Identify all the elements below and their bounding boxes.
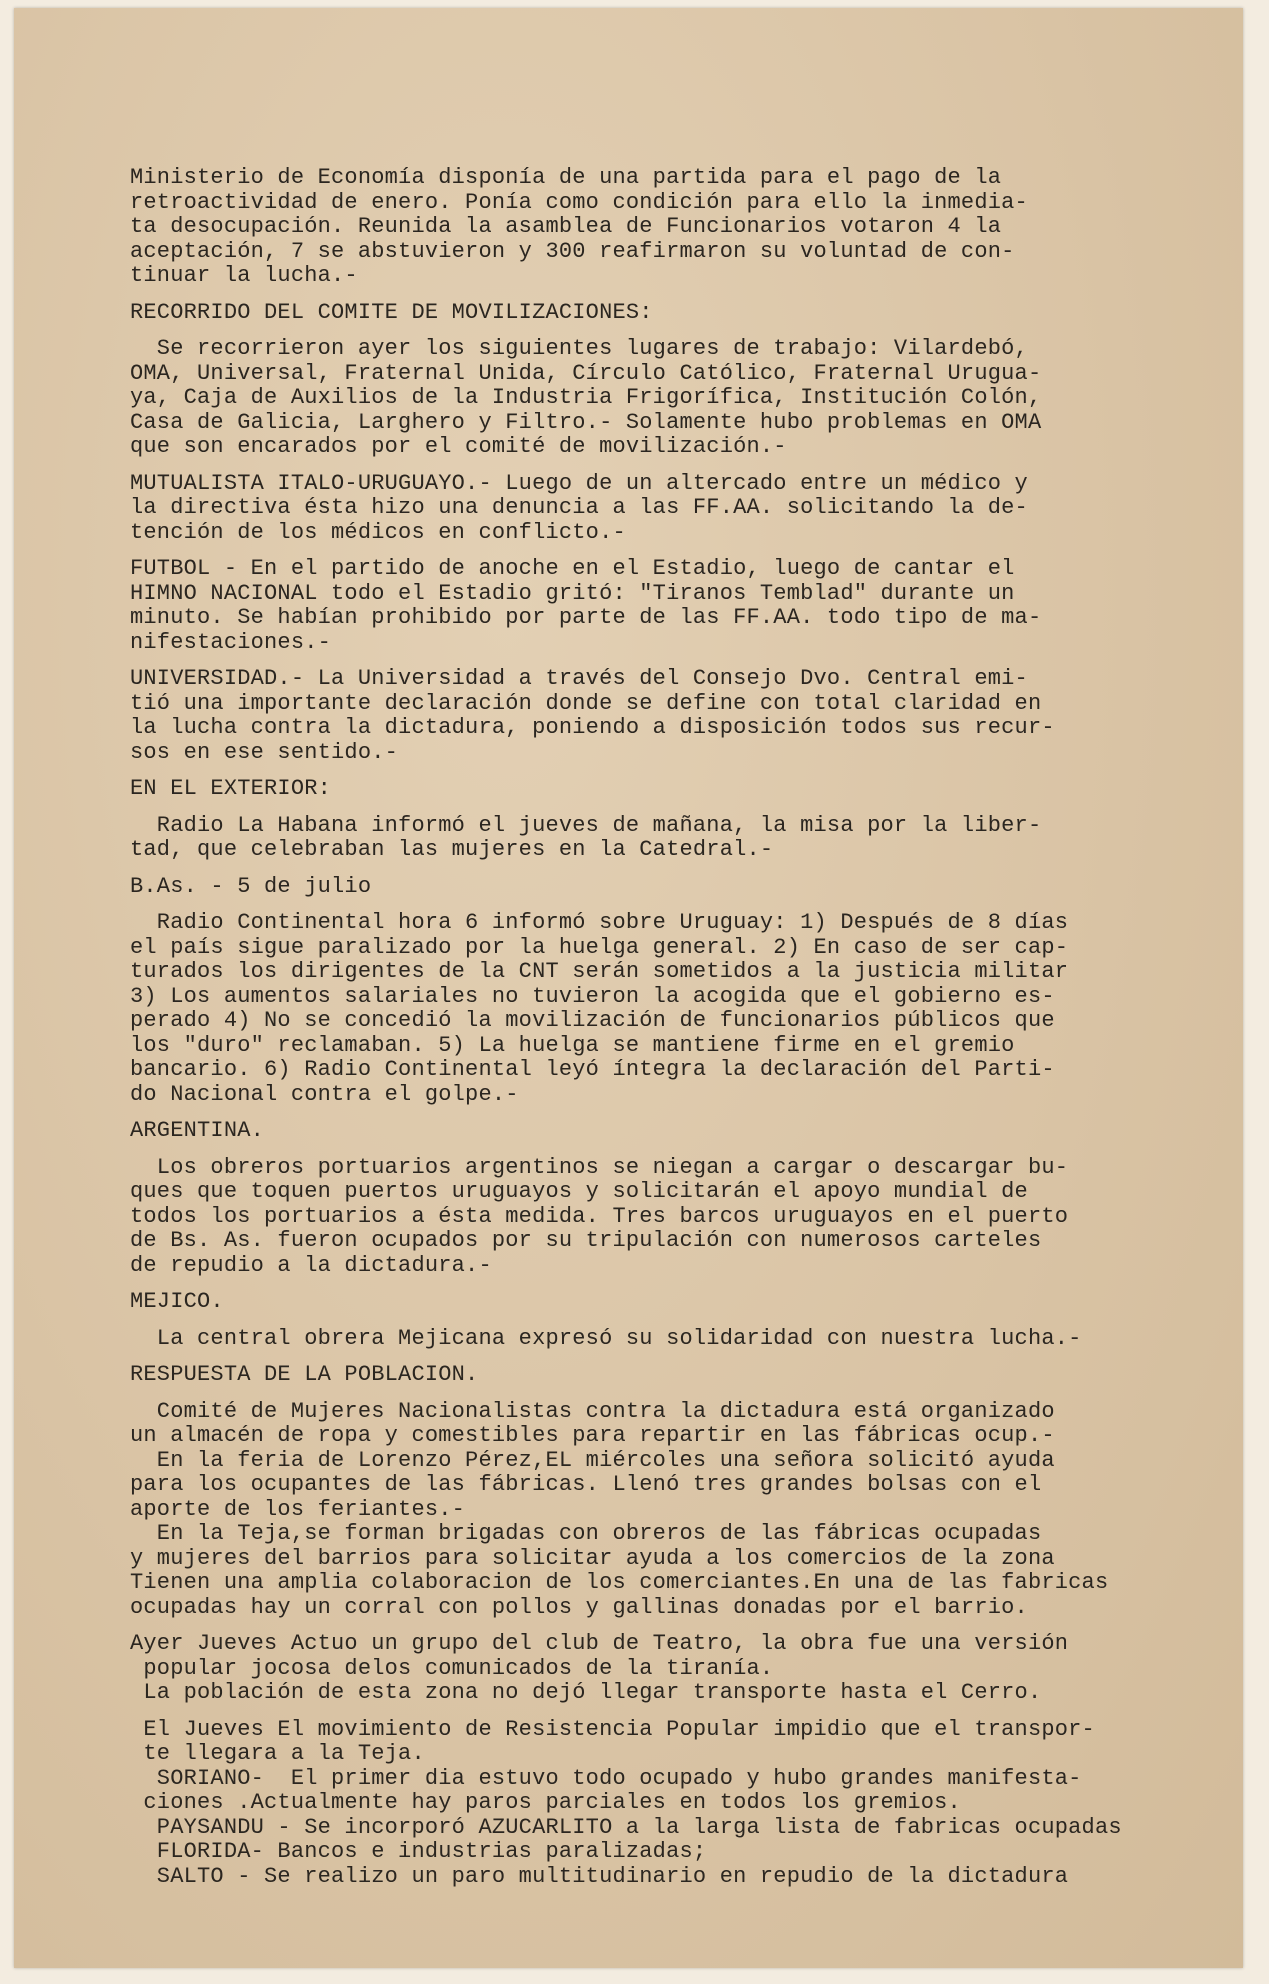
text-line: aporte de los feriantes.-: [130, 1496, 466, 1522]
paragraph: [130, 1119, 1230, 1144]
paragraph-gap: [130, 1889, 1230, 1901]
paragraph: [130, 1327, 1230, 1352]
text-line: ta desocupación. Reunida la asamblea de Funcionarios votaron 4 la: [130, 214, 1002, 239]
text-line: MUTUALISTA ITALO-URUGUAYO.- Luego de un altercado entre un médico y: [130, 470, 1028, 496]
text-line: y mujeres del barrios para solicitar ayuda a los comercios de la zona: [130, 1545, 1055, 1571]
paragraph-gap: [130, 1388, 1230, 1400]
text-line: Los obreros portuarios argentinos se niegan a cargar o descargar bu-: [130, 1154, 1069, 1180]
text-line: UNIVERSIDAD.- La Universidad a través del Consejo Dvo. Central emi-: [130, 666, 1028, 691]
text-line: la lucha contra la dictadura, poniendo a disposición todos sus recur-: [130, 715, 1055, 740]
text-line: OMA, Universal, Fraternal Unida, Círculo Católico, Fraternal Urugua-: [130, 360, 1042, 386]
paragraph: [130, 472, 1230, 546]
text-line: de repudio a la dictadura.-: [130, 1252, 492, 1278]
text-line: aceptación, 7 se abstuvieron y 300 reafirmaron su voluntad de con-: [130, 238, 1015, 264]
text-line: Casa de Galicia, Larghero y Filtro.- Solamente hubo problemas en OMA: [130, 409, 1042, 435]
text-line: En la feria de Lorenzo Pérez,EL miércoles una señora solicitó ayuda: [130, 1447, 1055, 1473]
text-line: el país sigue paralizado por la huelga general. 2) En caso de ser cap-: [130, 934, 1069, 960]
paragraph-gap: [130, 1315, 1230, 1327]
text-line: retroactividad de enero. Ponía como condición para ello la inmedia-: [130, 189, 1028, 215]
text-line: 3) Los aumentos salariales no tuvieron la acogida que el gobierno es-: [130, 983, 1055, 1009]
text-line: para los ocupantes de las fábricas. Llenó tres grandes bolsas con el: [130, 1472, 1042, 1497]
text-line: ciones .Actualmente hay paros parciales en todos los gremios.: [130, 1790, 961, 1815]
text-line: bancario. 6) Radio Continental leyó íntegra la declaración del Parti-: [130, 1057, 1055, 1082]
paragraph: [130, 814, 1230, 863]
text-line: la directiva ésta hizo una denuncia a las FF.AA. solicitando la de-: [130, 495, 1028, 520]
text-line: SORIANO- El primer dia estuvo todo ocupado y hubo grandes manifesta-: [130, 1765, 1082, 1791]
text-line: todos los portuarios a ésta medida. Tres barcos uruguayos en el puerto: [130, 1203, 1069, 1229]
text-line: que son encarados por el comité de movilización.-: [130, 434, 787, 459]
text-line: ARGENTINA.: [130, 1118, 265, 1143]
document-body: [130, 166, 1230, 1901]
paragraph: [130, 1632, 1230, 1706]
text-line: Ministerio de Economía disponía de una partida para el pago de la: [130, 165, 1002, 190]
text-line: ya, Caja de Auxilios de la Industria Frigorífica, Institución Colón,: [130, 385, 1042, 410]
paragraph-gap: [130, 863, 1230, 875]
paragraph-gap: [130, 460, 1230, 472]
text-line: nifestaciones.-: [130, 629, 332, 655]
text-line: tinuar la lucha.-: [130, 263, 358, 288]
text-line: FLORIDA- Bancos e industrias paralizadas;: [130, 1839, 707, 1864]
paragraph: [130, 1363, 1230, 1388]
paragraph-gap: [130, 289, 1230, 301]
document-page: [14, 8, 1243, 1968]
paragraph: [130, 1718, 1230, 1890]
paragraph-gap: [130, 1278, 1230, 1290]
paragraph: [130, 1156, 1230, 1279]
text-line: La población de esta zona no dejó llegar transporte hasta el Cerro.: [130, 1680, 1042, 1705]
paragraph-gap: [130, 802, 1230, 814]
text-line: tención de los médicos en conflicto.-: [130, 519, 626, 545]
paragraph: [130, 301, 1230, 326]
text-line: La central obrera Mejicana expresó su solidaridad con nuestra lucha.-: [130, 1325, 1082, 1351]
text-line: Ayer Jueves Actuo un grupo del club de Teatro, la obra fue una versión: [130, 1631, 1069, 1656]
text-line: de Bs. As. fueron ocupados por su tripulación con numerosos carteles: [130, 1228, 1042, 1253]
text-line: turados los dirigentes de la CNT serán sometidos a la justicia militar: [130, 959, 1069, 984]
paragraph-gap: [130, 1706, 1230, 1718]
text-line: Radio La Habana informó el jueves de mañana, la misa por la liber-: [130, 812, 1042, 838]
text-line: perado 4) No se concedió la movilización de funcionarios públicos que: [130, 1008, 1055, 1033]
text-line: popular jocosa delos comunicados de la tiranía.: [130, 1655, 774, 1681]
text-line: Comité de Mujeres Nacionalistas contra la dictadura está organizado: [130, 1398, 1055, 1424]
paragraph: [130, 667, 1230, 765]
text-line: MEJICO.: [130, 1289, 224, 1314]
text-line: PAYSANDU - Se incorporó AZUCARLITO a la larga lista de fabricas ocupadas: [130, 1814, 1122, 1840]
paragraph: [130, 1400, 1230, 1621]
text-line: do Nacional contra el golpe.-: [130, 1081, 519, 1107]
text-line: Tienen una amplia colaboracion de los comerciantes.En una de las fabricas: [130, 1570, 1109, 1595]
text-line: B.As. - 5 de julio: [130, 873, 372, 899]
text-line: minuto. Se habían prohibido por parte de las FF.AA. todo tipo de ma-: [130, 605, 1042, 630]
text-line: Radio Continental hora 6 informó sobre Uruguay: 1) Después de 8 días: [130, 910, 1069, 935]
text-line: SALTO - Se realizo un paro multitudinario en repudio de la dictadura: [130, 1863, 1069, 1889]
text-line: los "duro" reclamaban. 5) La huelga se mantiene firme en el gremio: [130, 1032, 1015, 1058]
paragraph: [130, 777, 1230, 802]
text-line: FUTBOL - En el partido de anoche en el Estadio, luego de cantar el: [130, 556, 1015, 581]
paragraph: [130, 337, 1230, 460]
paragraph: [130, 1290, 1230, 1315]
text-line: EN EL EXTERIOR:: [130, 776, 332, 801]
text-line: te llegara a la Teja.: [130, 1741, 425, 1766]
text-line: tió una importante declaración donde se define con total claridad en: [130, 690, 1042, 716]
text-line: Se recorrieron ayer los siguientes lugares de trabajo: Vilardebó,: [130, 336, 1028, 361]
text-line: RESPUESTA DE LA POBLACION.: [130, 1362, 479, 1387]
text-line: tad, que celebraban las mujeres en la Catedral.-: [130, 837, 774, 862]
paragraph: [130, 911, 1230, 1107]
text-line: El Jueves El movimiento de Resistencia Popular impidio que el transpor-: [130, 1716, 1095, 1742]
text-line: sos en ese sentido.-: [130, 739, 399, 765]
paragraph: [130, 875, 1230, 900]
text-line: un almacén de ropa y comestibles para repartir en las fábricas ocup.-: [130, 1423, 1055, 1448]
paragraph: [130, 166, 1230, 289]
paragraph: [130, 557, 1230, 655]
text-line: ques que toquen puertos uruguayos y solicitarán el apoyo mundial de: [130, 1179, 1028, 1204]
text-line: HIMNO NACIONAL todo el Estadio gritó: "Tiranos Temblad" durante un: [130, 580, 1015, 606]
text-line: En la Teja,se forman brigadas con obreros de las fábricas ocupadas: [130, 1521, 1042, 1546]
text-line: ocupadas hay un corral con pollos y gallinas donadas por el barrio.: [130, 1594, 1028, 1620]
text-line: RECORRIDO DEL COMITE DE MOVILIZACIONES:: [130, 299, 653, 325]
paragraph-gap: [130, 1107, 1230, 1119]
paragraph-gap: [130, 1144, 1230, 1156]
